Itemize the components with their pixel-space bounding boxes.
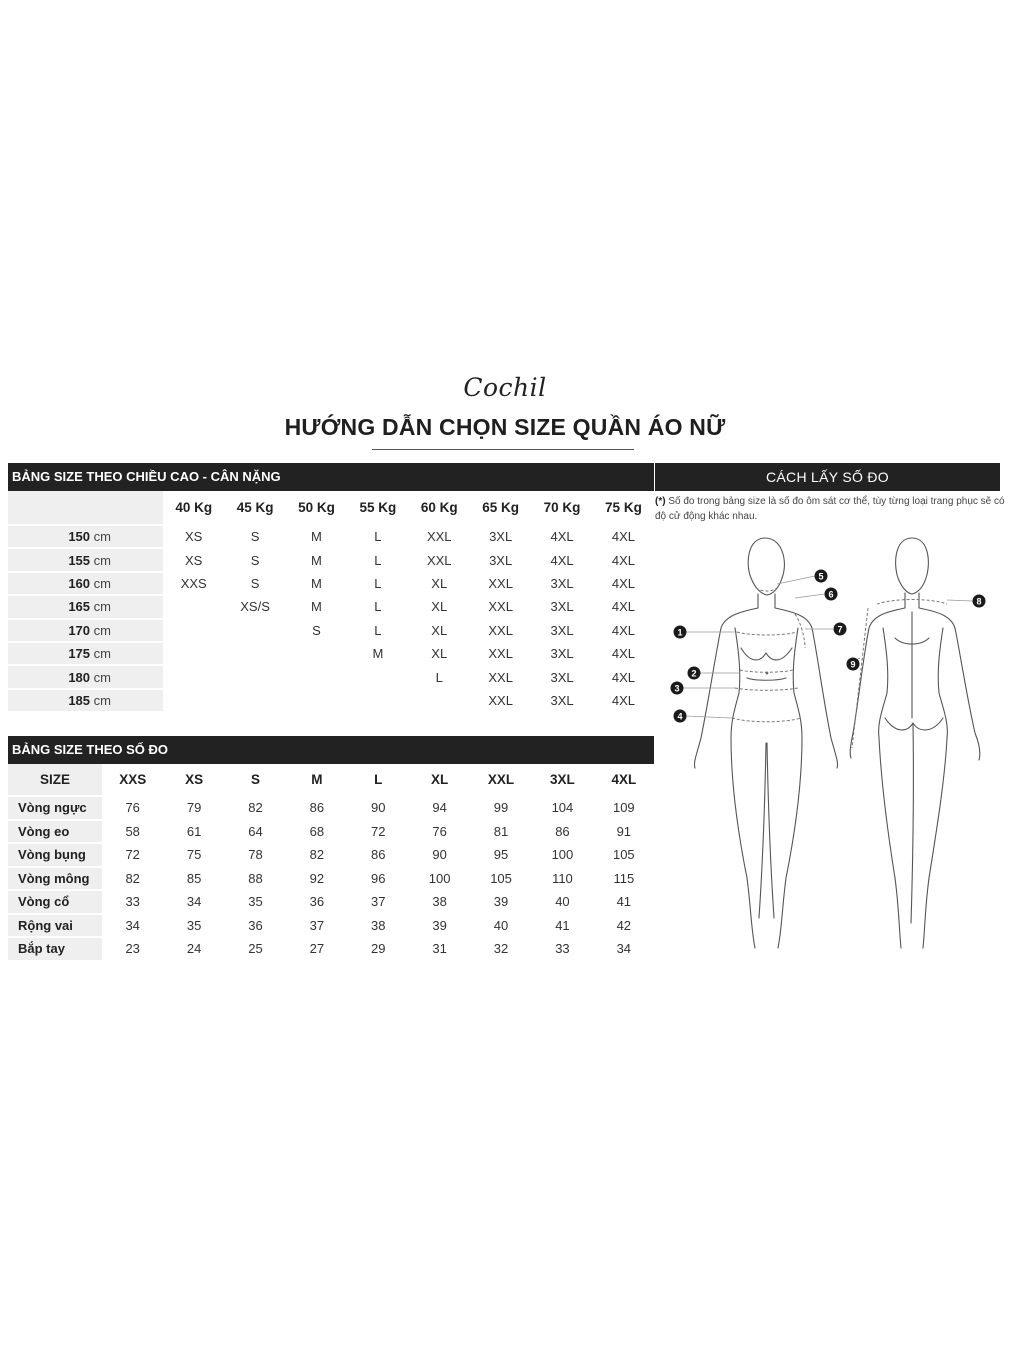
measurement-value: 72 bbox=[348, 821, 409, 845]
height-header-cell bbox=[8, 491, 163, 526]
measurement-value: 95 bbox=[470, 844, 531, 868]
measurement-value: 64 bbox=[225, 821, 286, 845]
size-cell: 4XL bbox=[593, 643, 654, 666]
size-cell: M bbox=[286, 596, 347, 619]
size-header-cell: 4XL bbox=[593, 764, 654, 797]
weight-header-cell: 45 Kg bbox=[224, 491, 285, 526]
measure-guide-heading: CÁCH LẤY SỐ ĐO bbox=[655, 463, 1000, 491]
size-cell: XXL bbox=[470, 690, 531, 713]
table-row bbox=[8, 797, 655, 821]
measurement-value: 105 bbox=[593, 844, 654, 868]
height-cell bbox=[8, 596, 163, 619]
measurement-label: Vòng mông bbox=[8, 868, 102, 892]
table-row bbox=[8, 915, 655, 939]
measurement-value: 85 bbox=[163, 868, 224, 892]
back-body-figure bbox=[850, 538, 980, 948]
size-cell: XL bbox=[409, 596, 470, 619]
size-cell bbox=[286, 666, 347, 689]
page-title: HƯỚNG DẪN CHỌN SIZE QUẦN ÁO NỮ bbox=[284, 414, 726, 440]
measurement-label: Vòng ngực bbox=[8, 797, 102, 821]
size-cell: L bbox=[347, 573, 408, 596]
measurement-value: 58 bbox=[102, 821, 163, 845]
height-unit: cm bbox=[93, 552, 111, 568]
weight-header-cell: 60 Kg bbox=[409, 491, 470, 526]
measurement-value: 110 bbox=[532, 868, 593, 892]
height-value: 185 bbox=[68, 692, 91, 708]
size-cell: 4XL bbox=[593, 596, 654, 619]
size-cell bbox=[224, 690, 285, 713]
measurement-value: 99 bbox=[470, 797, 531, 821]
size-cell bbox=[286, 690, 347, 713]
height-unit: cm bbox=[93, 575, 111, 591]
size-cell: 4XL bbox=[531, 526, 592, 549]
height-weight-table bbox=[8, 491, 654, 713]
size-cell bbox=[163, 666, 224, 689]
measurement-value: 94 bbox=[409, 797, 470, 821]
measurement-value: 76 bbox=[409, 821, 470, 845]
measurement-table bbox=[8, 764, 655, 962]
size-cell bbox=[163, 643, 224, 666]
size-cell: S bbox=[224, 526, 285, 549]
measure-marker-label: 9 bbox=[850, 659, 856, 670]
measurement-value: 35 bbox=[225, 891, 286, 915]
measure-marker-1 bbox=[674, 626, 687, 639]
measurement-value: 37 bbox=[286, 915, 347, 939]
table-row bbox=[8, 573, 654, 596]
measure-marker-5 bbox=[815, 570, 828, 583]
measurement-value: 29 bbox=[348, 938, 409, 962]
measurement-value: 42 bbox=[593, 915, 654, 939]
measurement-value: 86 bbox=[348, 844, 409, 868]
measurement-value: 82 bbox=[102, 868, 163, 892]
size-cell: L bbox=[347, 549, 408, 572]
height-cell bbox=[8, 526, 163, 549]
measurement-value: 27 bbox=[286, 938, 347, 962]
measurement-value: 34 bbox=[102, 915, 163, 939]
measurement-label: Bắp tay bbox=[8, 938, 102, 962]
front-body-figure bbox=[694, 538, 837, 948]
measurement-value: 76 bbox=[102, 797, 163, 821]
table-row bbox=[8, 891, 655, 915]
height-unit: cm bbox=[93, 646, 111, 662]
height-unit: cm bbox=[93, 529, 111, 545]
size-cell: 4XL bbox=[593, 666, 654, 689]
size-cell: 4XL bbox=[593, 549, 654, 572]
size-cell: 4XL bbox=[593, 573, 654, 596]
size-header-cell: XXL bbox=[470, 764, 531, 797]
chest-measure-line bbox=[737, 632, 797, 635]
measurement-value: 72 bbox=[102, 844, 163, 868]
measure-marker-label: 7 bbox=[837, 624, 843, 635]
size-cell: XXL bbox=[470, 643, 531, 666]
measurement-value: 35 bbox=[163, 915, 224, 939]
measure-note bbox=[655, 494, 1005, 524]
size-cell bbox=[163, 596, 224, 619]
measurement-value: 105 bbox=[470, 868, 531, 892]
measure-marker-label: 1 bbox=[677, 627, 683, 638]
waist-measure-line bbox=[740, 670, 793, 672]
measurement-value: 25 bbox=[225, 938, 286, 962]
measurement-value: 36 bbox=[286, 891, 347, 915]
measure-marker-label: 2 bbox=[691, 668, 697, 679]
size-cell: XXL bbox=[409, 526, 470, 549]
size-cell bbox=[347, 666, 408, 689]
measurement-value: 90 bbox=[348, 797, 409, 821]
size-cell: S bbox=[224, 573, 285, 596]
measurement-value: 41 bbox=[593, 891, 654, 915]
height-unit: cm bbox=[93, 599, 111, 615]
height-value: 165 bbox=[68, 599, 91, 615]
size-cell: 3XL bbox=[531, 596, 592, 619]
measurement-value: 37 bbox=[348, 891, 409, 915]
table-row bbox=[8, 620, 654, 643]
measurement-value: 36 bbox=[225, 915, 286, 939]
measurement-label: Rộng vai bbox=[8, 915, 102, 939]
size-cell: 3XL bbox=[470, 526, 531, 549]
size-header-cell: 3XL bbox=[532, 764, 593, 797]
size-header-cell: XS bbox=[163, 764, 224, 797]
height-value: 175 bbox=[68, 646, 91, 662]
size-cell: XL bbox=[409, 573, 470, 596]
brand-logo: Cochil bbox=[463, 373, 547, 402]
height-value: 160 bbox=[68, 575, 91, 591]
measurement-heading: BẢNG SIZE THEO SỐ ĐO bbox=[8, 736, 654, 764]
height-cell bbox=[8, 573, 163, 596]
size-header-cell: XL bbox=[409, 764, 470, 797]
measurement-value: 109 bbox=[593, 797, 654, 821]
height-cell bbox=[8, 643, 163, 666]
measurement-value: 75 bbox=[163, 844, 224, 868]
size-cell bbox=[224, 620, 285, 643]
measurement-value: 34 bbox=[593, 938, 654, 962]
table-row bbox=[8, 844, 655, 868]
shoulder-measure-line bbox=[877, 600, 947, 605]
measurement-value: 81 bbox=[470, 821, 531, 845]
measurement-value: 82 bbox=[225, 797, 286, 821]
size-cell: XS bbox=[163, 526, 224, 549]
measurement-value: 38 bbox=[348, 915, 409, 939]
height-unit: cm bbox=[93, 622, 111, 638]
size-cell: M bbox=[286, 526, 347, 549]
size-cell: L bbox=[347, 596, 408, 619]
height-value: 155 bbox=[68, 552, 91, 568]
height-unit: cm bbox=[93, 669, 111, 685]
measurement-value: 34 bbox=[163, 891, 224, 915]
size-cell: L bbox=[347, 620, 408, 643]
measure-marker-label: 4 bbox=[677, 711, 683, 722]
weight-header-cell: 75 Kg bbox=[593, 491, 654, 526]
height-cell bbox=[8, 690, 163, 713]
measurement-label: Vòng bụng bbox=[8, 844, 102, 868]
size-header-cell: L bbox=[348, 764, 409, 797]
height-cell bbox=[8, 620, 163, 643]
size-cell: XS/S bbox=[224, 596, 285, 619]
size-cell: M bbox=[286, 573, 347, 596]
weight-header-cell: 50 Kg bbox=[286, 491, 347, 526]
size-cell: S bbox=[286, 620, 347, 643]
size-cell: 4XL bbox=[593, 690, 654, 713]
size-cell: S bbox=[224, 549, 285, 572]
measurement-value: 86 bbox=[532, 821, 593, 845]
measurement-value: 41 bbox=[532, 915, 593, 939]
measurement-value: 61 bbox=[163, 821, 224, 845]
size-cell: M bbox=[286, 549, 347, 572]
size-cell: 3XL bbox=[470, 549, 531, 572]
weight-header-cell: 65 Kg bbox=[470, 491, 531, 526]
measure-marker-label: 3 bbox=[674, 683, 680, 694]
measurement-value: 40 bbox=[470, 915, 531, 939]
measurement-value: 39 bbox=[470, 891, 531, 915]
note-text: Số đo trong bảng size là số đo ôm sát cơ thể, tùy từng loại trang phục sẽ có độ cử động khác nhau. bbox=[655, 496, 1005, 522]
measurement-value: 90 bbox=[409, 844, 470, 868]
size-cell: L bbox=[347, 526, 408, 549]
body-measurement-figure bbox=[655, 528, 1000, 960]
height-value: 150 bbox=[68, 529, 91, 545]
table-row bbox=[8, 526, 654, 549]
measurement-value: 78 bbox=[225, 844, 286, 868]
measurement-value: 100 bbox=[532, 844, 593, 868]
measurement-value: 86 bbox=[286, 797, 347, 821]
note-mark: (*) bbox=[655, 496, 666, 507]
measure-marker-2 bbox=[688, 667, 701, 680]
size-cell: 3XL bbox=[531, 573, 592, 596]
size-cell: L bbox=[409, 666, 470, 689]
size-cell bbox=[163, 620, 224, 643]
measurement-value: 24 bbox=[163, 938, 224, 962]
measurement-label: Vòng eo bbox=[8, 821, 102, 845]
height-cell bbox=[8, 549, 163, 572]
measurement-value: 32 bbox=[470, 938, 531, 962]
size-cell bbox=[286, 643, 347, 666]
size-cell: 4XL bbox=[531, 549, 592, 572]
measure-marker-3 bbox=[671, 682, 684, 695]
measure-marker-label: 8 bbox=[976, 596, 982, 607]
title-underline bbox=[372, 449, 634, 450]
measurement-value: 100 bbox=[409, 868, 470, 892]
measure-marker-8 bbox=[973, 595, 986, 608]
weight-header-cell: 40 Kg bbox=[163, 491, 224, 526]
height-weight-heading: BẢNG SIZE THEO CHIỀU CAO - CÂN NẶNG bbox=[8, 463, 654, 491]
belly-measure-line bbox=[735, 688, 798, 690]
size-cell: XXL bbox=[470, 620, 531, 643]
table-row bbox=[8, 690, 654, 713]
bicep-measure-line bbox=[795, 614, 805, 648]
table-row bbox=[8, 596, 654, 619]
measurement-value: 91 bbox=[593, 821, 654, 845]
table-row bbox=[8, 666, 654, 689]
table-row bbox=[8, 643, 654, 666]
measurement-value: 88 bbox=[225, 868, 286, 892]
size-cell: XL bbox=[409, 643, 470, 666]
size-cell: 4XL bbox=[593, 620, 654, 643]
weight-header-cell: 70 Kg bbox=[531, 491, 592, 526]
size-cell: M bbox=[347, 643, 408, 666]
weight-header-cell: 55 Kg bbox=[347, 491, 408, 526]
size-cell: XS bbox=[163, 549, 224, 572]
measurement-value: 39 bbox=[409, 915, 470, 939]
size-cell: 4XL bbox=[593, 526, 654, 549]
measurement-value: 33 bbox=[532, 938, 593, 962]
hip-measure-line bbox=[732, 718, 801, 722]
height-unit: cm bbox=[93, 692, 111, 708]
height-value: 170 bbox=[68, 622, 91, 638]
measure-marker-6 bbox=[825, 588, 838, 601]
size-cell bbox=[347, 690, 408, 713]
measure-marker-9 bbox=[847, 658, 860, 671]
table-row bbox=[8, 549, 654, 572]
measurement-value: 33 bbox=[102, 891, 163, 915]
measurement-value: 82 bbox=[286, 844, 347, 868]
size-header-cell: M bbox=[286, 764, 347, 797]
size-cell bbox=[409, 690, 470, 713]
size-cell bbox=[163, 690, 224, 713]
size-cell: 3XL bbox=[531, 620, 592, 643]
measurement-value: 40 bbox=[532, 891, 593, 915]
measurement-label: Vòng cổ bbox=[8, 891, 102, 915]
size-cell: XXL bbox=[470, 596, 531, 619]
size-header-cell: S bbox=[225, 764, 286, 797]
measurement-value: 96 bbox=[348, 868, 409, 892]
measurement-value: 38 bbox=[409, 891, 470, 915]
size-cell: 3XL bbox=[531, 690, 592, 713]
size-cell: XXS bbox=[163, 573, 224, 596]
size-header-cell: SIZE bbox=[8, 764, 102, 797]
measurement-value: 92 bbox=[286, 868, 347, 892]
size-cell bbox=[224, 666, 285, 689]
measure-marker-7 bbox=[834, 623, 847, 636]
measure-marker-label: 6 bbox=[828, 589, 834, 600]
size-cell bbox=[224, 643, 285, 666]
size-cell: XXL bbox=[409, 549, 470, 572]
size-cell: XXL bbox=[470, 666, 531, 689]
table-row bbox=[8, 938, 655, 962]
size-cell: XL bbox=[409, 620, 470, 643]
measurement-value: 79 bbox=[163, 797, 224, 821]
measure-marker-4 bbox=[674, 710, 687, 723]
height-cell bbox=[8, 666, 163, 689]
measurement-value: 104 bbox=[532, 797, 593, 821]
measurement-value: 23 bbox=[102, 938, 163, 962]
height-value: 180 bbox=[68, 669, 91, 685]
measurement-value: 31 bbox=[409, 938, 470, 962]
measurement-value: 68 bbox=[286, 821, 347, 845]
size-cell: XXL bbox=[470, 573, 531, 596]
size-cell: 3XL bbox=[531, 643, 592, 666]
size-cell: 3XL bbox=[531, 666, 592, 689]
table-row bbox=[8, 868, 655, 892]
measurement-value: 115 bbox=[593, 868, 654, 892]
measure-marker-label: 5 bbox=[818, 571, 824, 582]
table-row bbox=[8, 821, 655, 845]
size-header-cell: XXS bbox=[102, 764, 163, 797]
